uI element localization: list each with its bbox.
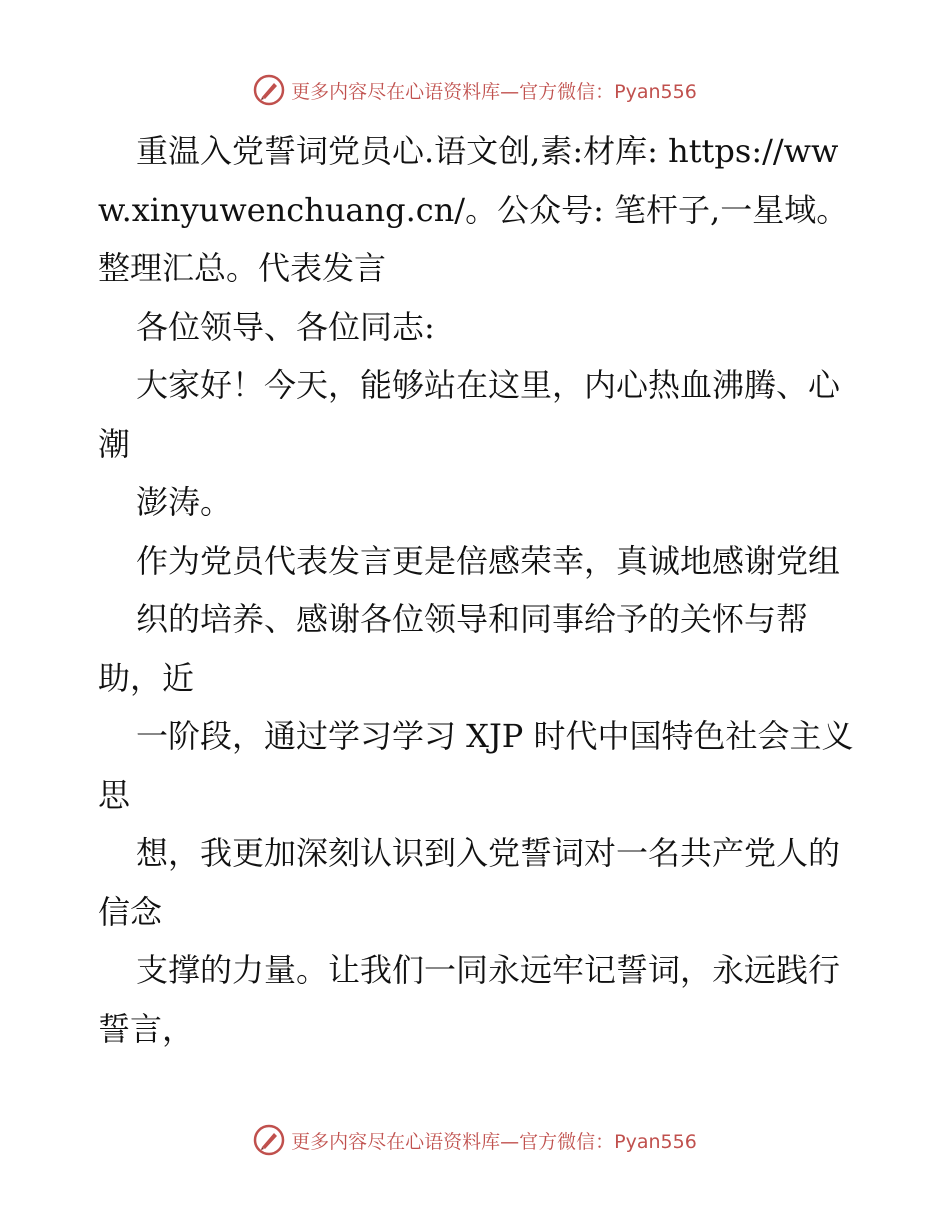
footer-banner-text: 更多内容尽在心语资料库—官方微信：Pyan556: [291, 1130, 697, 1153]
pen-logo-icon: [253, 74, 285, 106]
footer-banner: [0, 1120, 950, 1160]
header-banner: [0, 70, 950, 110]
paragraph-thanks-cont: 织的培养、感谢各位领导和同事给予的关怀与帮助，近: [98, 600, 809, 697]
paragraph-salutation: 各位领导、各位同志:: [136, 307, 435, 346]
paragraph-intro: 重温入党誓词党员心.语文创,素:材库: https://www.xinyuwenchuang.cn/。公众号: 笔杆子,一星域。整理汇总。代表发言: [98, 132, 849, 287]
paragraph-study: 一阶段，通过学习学习 XJP 时代中国特色社会主义思: [98, 717, 854, 814]
paragraph-closing: 支撑的力量。让我们一同永远牢记誓词，永远践行誓言，: [98, 951, 841, 1048]
document-body: [98, 122, 858, 1058]
pen-logo-icon: [253, 1124, 285, 1156]
paragraph-study-cont: 想，我更加深刻认识到入党誓词对一名共产党人的信念: [98, 834, 841, 931]
paragraph-thanks: 作为党员代表发言更是倍感荣幸，真诚地感谢党组: [136, 541, 841, 580]
paragraph-greeting: 大家好！今天，能够站在这里，内心热血沸腾、心潮: [98, 366, 841, 463]
paragraph-greeting-cont: 澎涛。: [136, 483, 233, 521]
header-banner-text: 更多内容尽在心语资料库—官方微信：Pyan556: [291, 80, 697, 103]
